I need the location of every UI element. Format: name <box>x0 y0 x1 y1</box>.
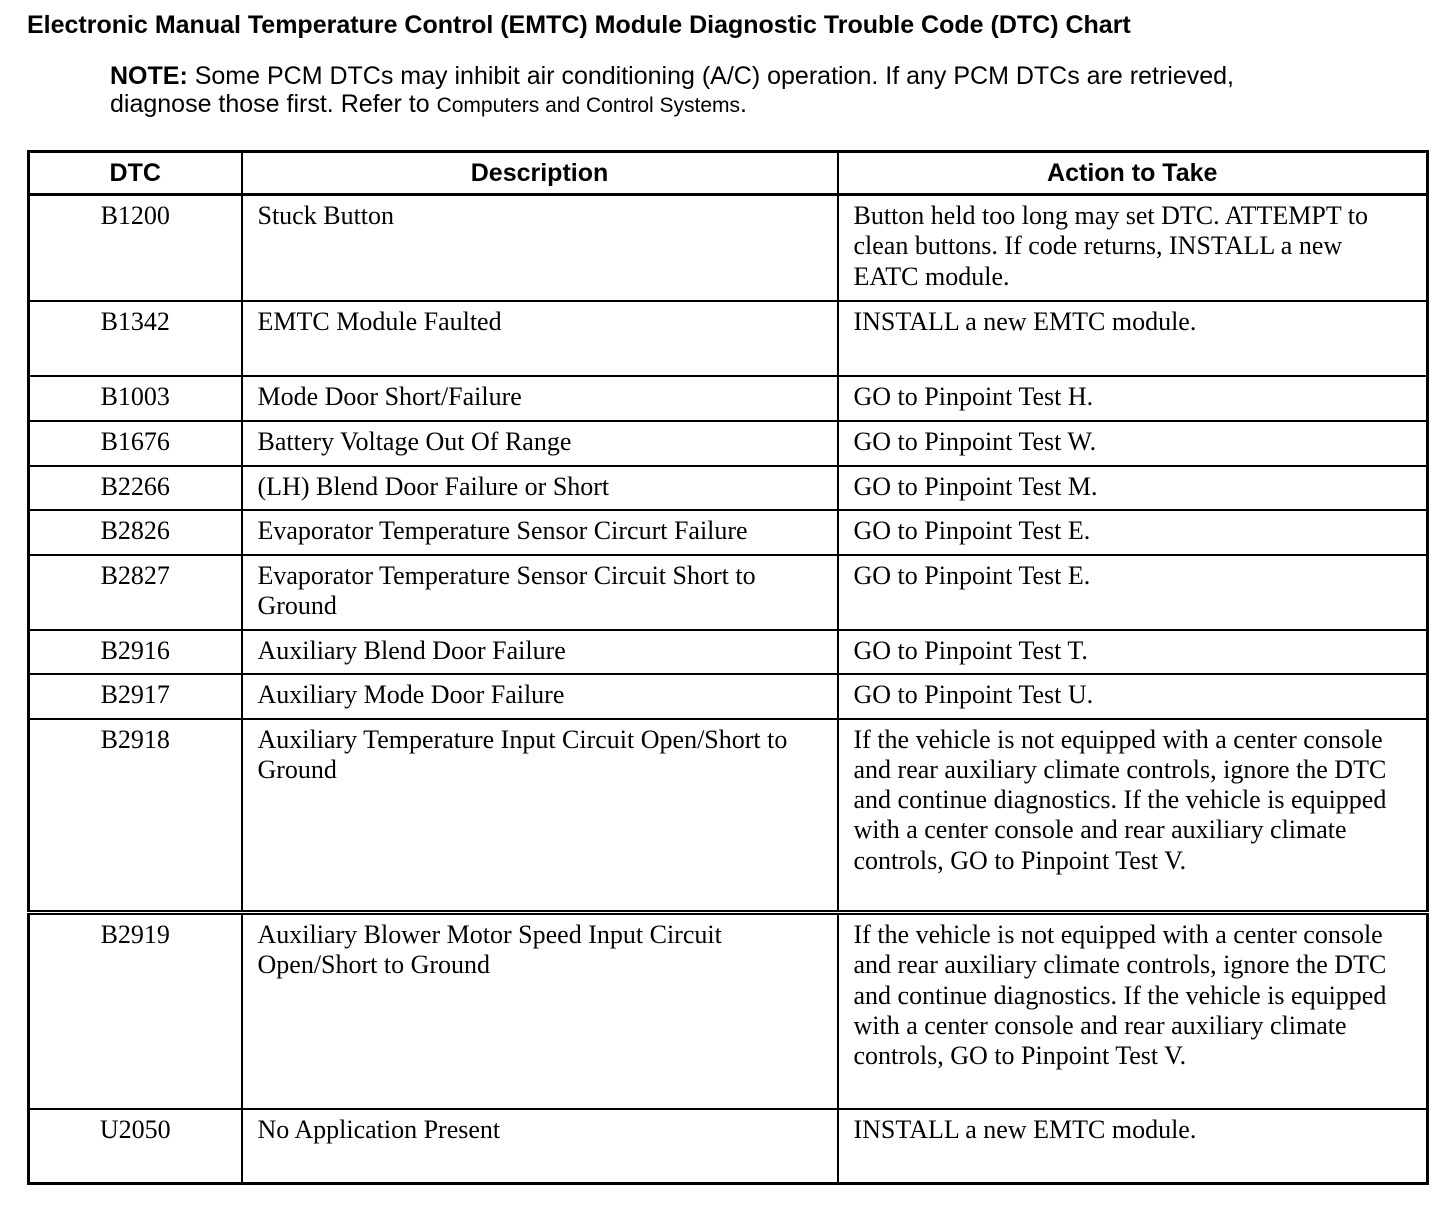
dtc-code: U2050 <box>29 1109 242 1184</box>
table-header-row <box>29 152 1428 195</box>
dtc-action: GO to Pinpoint Test E. <box>838 510 1428 555</box>
dtc-description: (LH) Blend Door Failure or Short <box>242 466 838 510</box>
dtc-code: B2918 <box>29 719 242 913</box>
dtc-description: Battery Voltage Out Of Range <box>242 421 838 466</box>
header-dtc: DTC <box>29 152 242 195</box>
dtc-code: B2266 <box>29 466 242 510</box>
dtc-action: INSTALL a new EMTC module. <box>838 1109 1428 1184</box>
table-row <box>29 510 1428 555</box>
note-reference: Computers and Control Systems <box>436 94 741 117</box>
dtc-action: If the vehicle is not equipped with a center console and rear auxiliary climate controls, ignore the DTC and continue diagnostics. If the vehicle is equipped with a center console and rear auxiliary climate controls, GO to Pinpoint Test V. <box>838 913 1428 1109</box>
header-action: Action to Take <box>838 152 1428 195</box>
table-row <box>29 301 1428 376</box>
dtc-code: B1342 <box>29 301 242 376</box>
header-description: Description <box>242 152 838 195</box>
table-row <box>29 195 1428 301</box>
note-paragraph <box>110 62 1310 120</box>
table-row <box>29 719 1428 913</box>
dtc-action: GO to Pinpoint Test E. <box>838 555 1428 630</box>
page-title: Electronic Manual Temperature Control (EMTC) Module Diagnostic Trouble Code (DTC) Chart <box>27 11 1131 39</box>
dtc-code: B1200 <box>29 195 242 301</box>
dtc-table <box>27 150 1429 1185</box>
dtc-description: Evaporator Temperature Sensor Circurt Failure <box>242 510 838 555</box>
dtc-action: GO to Pinpoint Test M. <box>838 466 1428 510</box>
table-row <box>29 421 1428 466</box>
dtc-code: B2916 <box>29 630 242 674</box>
dtc-action: INSTALL a new EMTC module. <box>838 301 1428 376</box>
table-row <box>29 466 1428 510</box>
note-end: . <box>740 90 747 118</box>
dtc-description: Auxiliary Blower Motor Speed Input Circuit Open/Short to Ground <box>242 913 838 1109</box>
dtc-action: GO to Pinpoint Test U. <box>838 674 1428 719</box>
dtc-code: B2827 <box>29 555 242 630</box>
dtc-description: Evaporator Temperature Sensor Circuit Short to Ground <box>242 555 838 630</box>
dtc-action: Button held too long may set DTC. ATTEMPT to clean buttons. If code returns, INSTALL a new EATC module. <box>838 195 1428 301</box>
table-row <box>29 555 1428 630</box>
dtc-description: Auxiliary Mode Door Failure <box>242 674 838 719</box>
dtc-description: No Application Present <box>242 1109 838 1184</box>
dtc-code: B2826 <box>29 510 242 555</box>
note-text: Some PCM DTCs may inhibit air conditioning (A/C) operation. If any PCM DTCs are retrieved, diagnose those first. Refer to <box>110 62 1234 118</box>
table-row <box>29 376 1428 421</box>
dtc-description: Mode Door Short/Failure <box>242 376 838 421</box>
dtc-code: B2919 <box>29 913 242 1109</box>
dtc-code: B2917 <box>29 674 242 719</box>
table-row <box>29 674 1428 719</box>
dtc-description: EMTC Module Faulted <box>242 301 838 376</box>
dtc-description: Auxiliary Temperature Input Circuit Open/Short to Ground <box>242 719 838 913</box>
table-row <box>29 630 1428 674</box>
dtc-description: Stuck Button <box>242 195 838 301</box>
dtc-code: B1003 <box>29 376 242 421</box>
dtc-description: Auxiliary Blend Door Failure <box>242 630 838 674</box>
dtc-action: GO to Pinpoint Test H. <box>838 376 1428 421</box>
dtc-action: If the vehicle is not equipped with a center console and rear auxiliary climate controls, ignore the DTC and continue diagnostics. If the vehicle is equipped with a center console and rear auxiliary climate controls, GO to Pinpoint Test V. <box>838 719 1428 913</box>
dtc-code: B1676 <box>29 421 242 466</box>
dtc-action: GO to Pinpoint Test W. <box>838 421 1428 466</box>
table-row <box>29 913 1428 1109</box>
dtc-action: GO to Pinpoint Test T. <box>838 630 1428 674</box>
table-row <box>29 1109 1428 1184</box>
note-label: NOTE: <box>110 62 188 90</box>
